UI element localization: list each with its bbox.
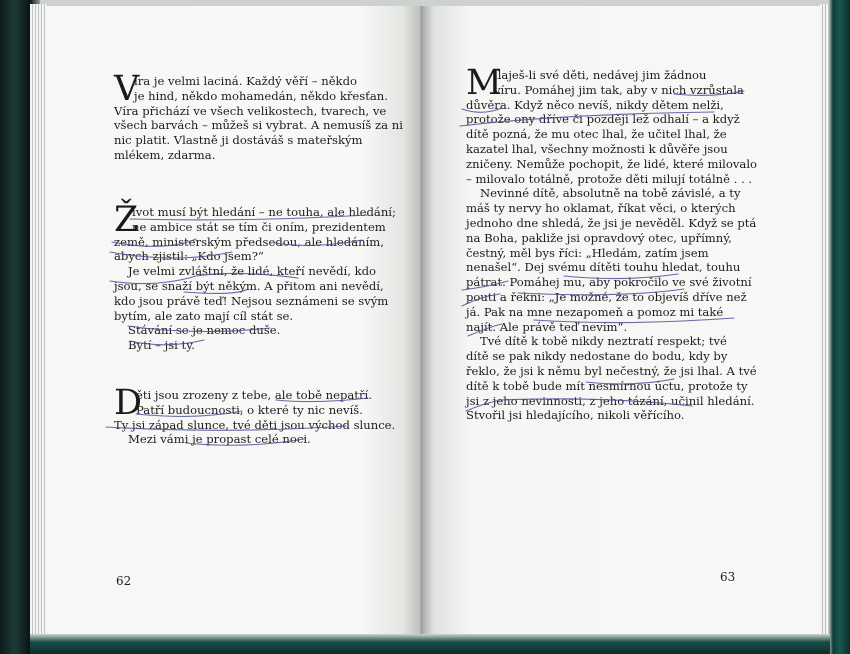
right-paragraph-children	[466, 63, 758, 423]
text-line: máš ty nervy ho oklamat, říkat věci, o kterých	[466, 201, 736, 216]
text-line: mlékem, zdarma.	[114, 147, 216, 162]
text-line: dítě k tobě bude mít nesmírnou úctu, protože ty	[466, 378, 748, 393]
text-line: na Boha, pakliže jsi opravdový otec, upřímný,	[466, 230, 732, 245]
text-line: – milovalo totálně, protože děti milují totálně . . .	[466, 171, 753, 186]
drop-cap-z: Ž	[114, 200, 139, 240]
text-line: kdo jsou právě teď! Nejsou seznámeni se svým	[114, 293, 389, 308]
text-line: Víra přichází ve všech velikostech, tvarech, ve	[114, 103, 387, 118]
text-line: jsou, se snaží být někým. A přitom ani nevědí,	[114, 278, 384, 293]
text-line: ne ambice stát se tím či oním, prezidentem	[132, 219, 386, 234]
cover-edge-bottom	[30, 634, 830, 654]
text-line: najít. Ale právě teď nevím“.	[466, 319, 628, 334]
text-line: protože ony dříve či později lež odhalí – a když	[466, 112, 740, 127]
text-line: dítě se pak nikdy nedostane do bodu, kdy by	[466, 349, 728, 364]
left-paragraph-children	[114, 383, 396, 447]
text-line: Ty jsi západ slunce, tvé děti jsou východ slunce.	[114, 417, 396, 432]
left-page	[46, 6, 422, 634]
drop-cap-d: D	[114, 383, 143, 423]
text-line: ěti jsou zrozeny z tebe, ale tobě nepatří.	[136, 388, 372, 402]
text-line: íra je velmi laciná. Každý věří – někdo	[134, 74, 357, 88]
text-line: abych zjistil: „Kdo jsem?“	[114, 249, 264, 264]
page-number-right: 63	[720, 570, 736, 584]
page-edges-right	[820, 4, 828, 636]
text-line: Bytí – jsi ty.	[128, 338, 195, 353]
text-line: je hind, někdo mohamedán, někdo křesťan.	[134, 88, 388, 103]
text-line: víru. Pomáhej jim tak, aby v nich vzrůstala	[494, 82, 744, 97]
drop-cap-v: V	[114, 69, 140, 109]
text-line: kazatel lhal, všechny možnosti k důvěře jsou	[466, 141, 728, 156]
text-line: bytím, ale zato mají cíl stát se.	[114, 308, 294, 323]
text-line: pouti a řekni: „Je možné, že to objevíš dříve než	[466, 289, 747, 304]
text-line: dítě pozná, že mu otec lhal, že učitel lhal, že	[466, 127, 727, 142]
cover-edge-right	[828, 0, 850, 654]
text-line: Je velmi zvláštní, že lidé, kteří nevědí, kdo	[128, 264, 377, 279]
drop-cap-m: M	[466, 63, 502, 103]
text-line: Nevinné dítě, absolutně na tobě závislé, a ty	[480, 186, 741, 201]
right-page	[422, 6, 820, 634]
text-line: nenašel“. Dej svému dítěti touhu hledat, touhu	[466, 260, 741, 275]
text-line: všech barvách – můžeš si vybrat. A nemusíš za ni	[114, 118, 403, 133]
left-paragraph-faith	[114, 69, 403, 163]
text-line: čestný, měl bys říci: „Hledám, zatím jsem	[466, 245, 709, 260]
text-line: zničeny. Nemůže pochopit, že lidé, které milovalo	[466, 156, 758, 171]
left-paragraph-life	[114, 200, 396, 353]
text-line: Tvé dítě k tobě nikdy neztratí respekt; tvé	[480, 334, 727, 349]
text-line: jsi z jeho nevinnosti, z jeho tázání, učinil hledání.	[466, 393, 755, 408]
text-line: důvěra. Když něco nevíš, nikdy dětem nelži,	[466, 97, 724, 112]
text-line: ivot musí být hledání – ne touha, ale hledání;	[132, 205, 396, 219]
text-line: nic platit. Vlastně ji dostáváš s mateřským	[114, 133, 363, 148]
text-line: já. Pak na mne nezapomeň a pomoz mi také	[466, 304, 724, 319]
gutter	[420, 6, 423, 634]
text-line: řeklo, že jsi k němu byl nečestný, že jsi lhal. A tvé	[466, 363, 757, 378]
text-line: Mezi vámi je propast celé noci.	[128, 432, 311, 447]
text-line: Stvořil jsi hledajícího, nikoli věřícího.	[466, 408, 685, 423]
text-line: Stávání se je nemoc duše.	[128, 323, 281, 338]
text-line: ilaješ-li své děti, nedávej jim žádnou	[494, 68, 707, 82]
text-line: jednoho dne shledá, že jsi je nevěděl. Když se ptá	[466, 215, 757, 230]
text-line: země, ministerským předsedou, ale hledáním,	[114, 234, 384, 249]
text-line: pátrat. Pomáhej mu, aby pokročilo ve své životní	[466, 275, 752, 290]
page-number-left: 62	[116, 574, 132, 588]
text-line: Patří budoucnosti, o které ty nic nevíš.	[136, 402, 363, 417]
